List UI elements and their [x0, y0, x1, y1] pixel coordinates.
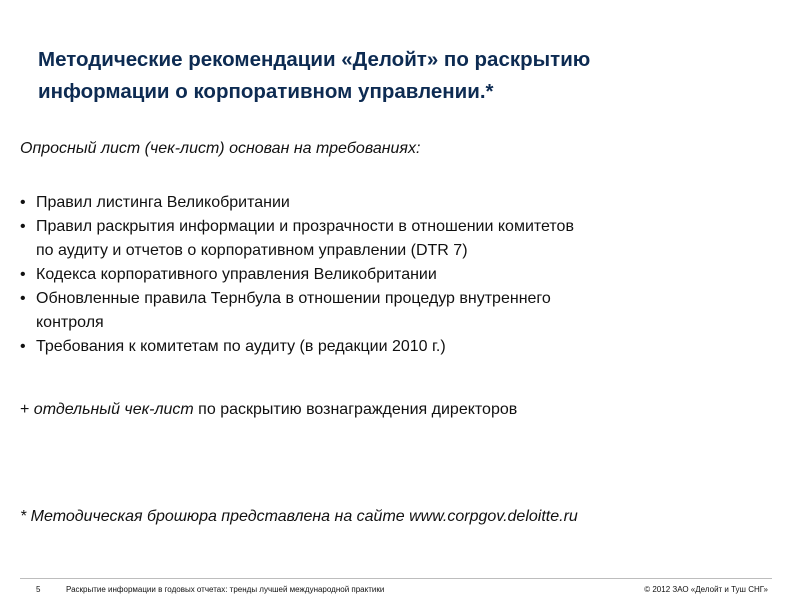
- list-item-line: контроля: [36, 314, 104, 331]
- slide-title: [38, 44, 758, 108]
- list-item-line: по аудиту и отчетов о корпоративном управлении (DTR 7): [36, 242, 468, 259]
- footer-divider: [20, 578, 772, 579]
- list-item: [20, 287, 760, 335]
- copyright-text: © 2012 ЗАО «Делойт и Туш СНГ»: [644, 585, 768, 594]
- requirements-list: [20, 191, 760, 359]
- slide-title-line-2: информации о корпоративном управлении.*: [38, 80, 494, 103]
- slide-title-line-1: Методические рекомендации «Делойт» по раскрытию: [38, 48, 591, 71]
- list-item-line: Правил раскрытия информации и прозрачности в отношении комитетов: [36, 218, 574, 235]
- bullet-icon: •: [20, 338, 26, 355]
- checklist-rest: по раскрытию вознаграждения директоров: [193, 401, 518, 418]
- list-item-line: Правил листинга Великобритании: [36, 194, 290, 211]
- checklist-emphasis: отдельный чек-лист: [33, 401, 194, 418]
- list-item: [20, 335, 760, 359]
- list-item: [20, 263, 760, 287]
- list-item-line: Требования к комитетам по аудиту (в редакции 2010 г.): [36, 338, 446, 355]
- footnote: * Методическая брошюра представлена на сайте www.corpgov.deloitte.ru: [20, 508, 578, 525]
- bullet-icon: •: [20, 266, 26, 283]
- plus-prefix: +: [20, 401, 34, 418]
- list-item: [20, 215, 760, 263]
- page-number: 5: [36, 585, 41, 594]
- list-item-line: Кодекса корпоративного управления Великобритании: [36, 266, 437, 283]
- bullet-icon: •: [20, 290, 26, 307]
- list-item-line: Обновленные правила Тернбула в отношении процедур внутреннего: [36, 290, 551, 307]
- footer-title: Раскрытие информации в годовых отчетах: тренды лучшей международной практики: [66, 585, 385, 594]
- additional-checklist-note: [20, 400, 517, 420]
- bullet-icon: •: [20, 194, 26, 211]
- intro-text: Опросный лист (чек-лист) основан на требованиях:: [20, 140, 421, 157]
- list-item: [20, 191, 760, 215]
- bullet-icon: •: [20, 218, 26, 235]
